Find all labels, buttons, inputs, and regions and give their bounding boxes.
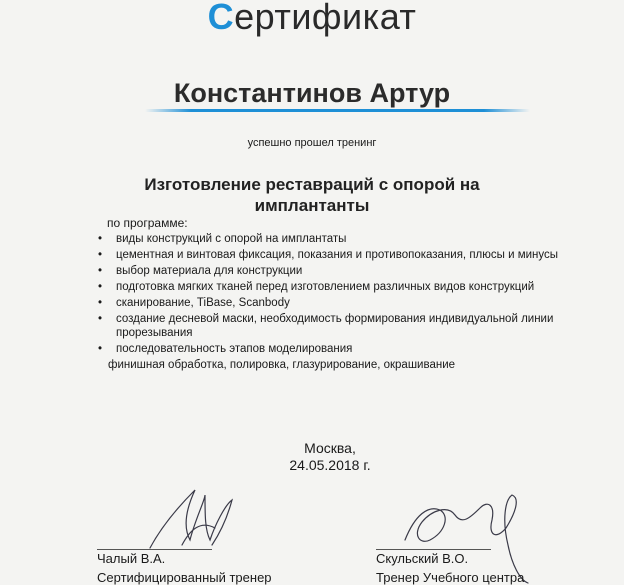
signer-left-role: Сертифицированный тренер xyxy=(97,570,272,585)
subtitle: успешно прошел тренинг xyxy=(247,137,377,149)
signer-left-name: Чалый В.А. xyxy=(97,551,166,566)
signature-line-left xyxy=(97,549,212,550)
title-rest: ертификат xyxy=(234,0,417,37)
program-item: финишная обработка, полировка, глазурирование, окрашивание xyxy=(108,359,456,371)
title-first-letter: С xyxy=(207,0,235,37)
course-title: Изготовление реставраций с опорой на имплантанты xyxy=(144,175,480,215)
program-label: по программе: xyxy=(107,216,188,230)
date: 24.05.2018 г. xyxy=(289,457,371,473)
program-item: • подготовка мягких тканей перед изготовлением различных видов конструкций xyxy=(98,280,578,294)
recipient-name: Константинов Артур xyxy=(173,78,451,108)
signature-line-right xyxy=(376,549,491,550)
program-item: • цементная и винтовая фиксация, показания и противопоказания, плюсы и минусы xyxy=(98,248,578,262)
program-item: • последовательность этапов моделирования xyxy=(98,342,578,356)
program-item: • сканирование, TiBase, Scanbody xyxy=(98,296,578,310)
signer-right-role: Тренер Учебного центра xyxy=(376,570,525,585)
program-item: • выбор материала для конструкции xyxy=(98,264,578,278)
city: Москва, xyxy=(304,440,356,456)
program-item: • виды конструкций с опорой на имплантаты xyxy=(98,232,578,246)
signature-left xyxy=(150,490,232,548)
signer-right-name: Скульский В.О. xyxy=(376,551,469,566)
program-item: • создание десневой маски, необходимость формирования индивидуальной линии прорезывания xyxy=(98,312,578,340)
